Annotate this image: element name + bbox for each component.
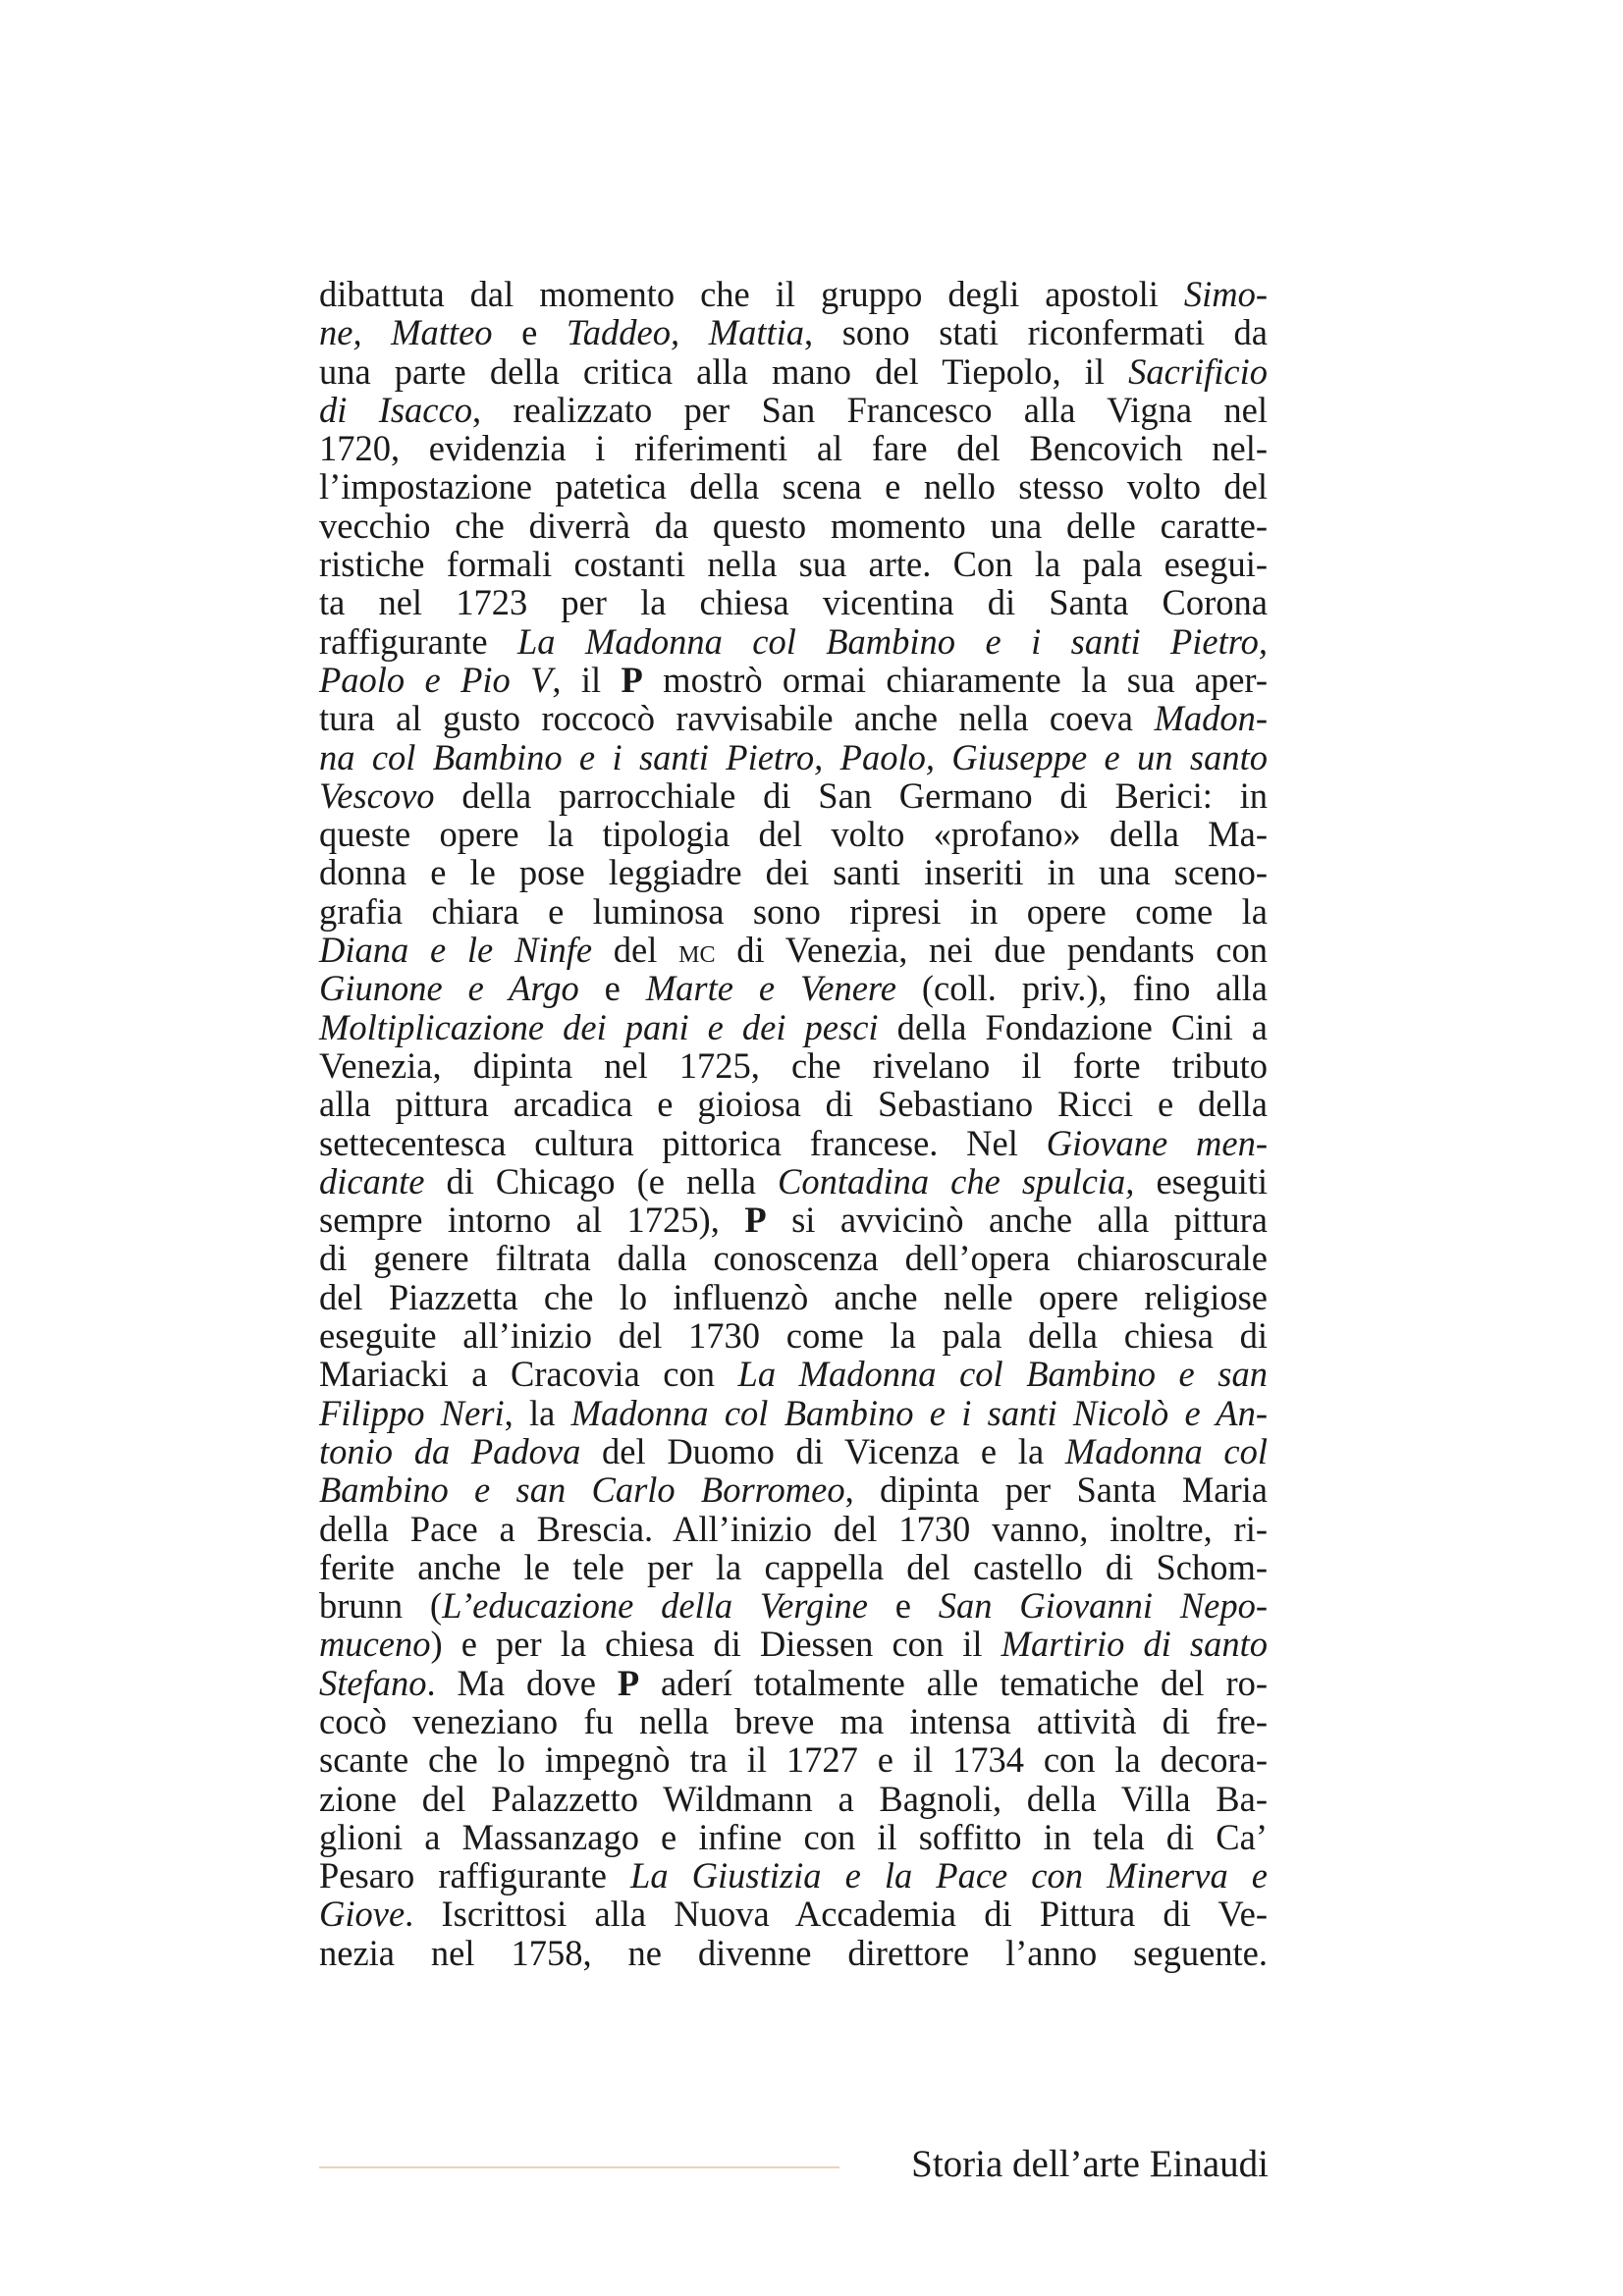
- text-run: dibattuta dal momento che il gruppo degli apostoli: [319, 274, 1184, 314]
- text-line: [319, 1548, 1268, 1586]
- text-line: [319, 1586, 1268, 1625]
- text-line: [319, 1510, 1268, 1548]
- text-run: , il: [552, 659, 622, 700]
- text-line: [319, 969, 1268, 1007]
- text-run: Madonna col Bambino e i santi Nicolò e An-: [570, 1392, 1269, 1433]
- text-line: [319, 1085, 1268, 1123]
- text-line: [319, 1856, 1268, 1895]
- text-run: na col Bambino e i santi Pietro, Paolo, Giuseppe e un santo: [319, 736, 1268, 777]
- text-run: La Madonna col Bambino e i santi Pietro,: [517, 620, 1269, 662]
- text-run: , la: [504, 1392, 571, 1433]
- text-run: Bambino e san Carlo Borromeo: [319, 1469, 845, 1511]
- text-run: della Fondazione Cini a: [878, 1006, 1268, 1047]
- text-run: tonio da Padova: [319, 1430, 581, 1471]
- text-line: [319, 853, 1268, 891]
- text-run: del Piazzetta che lo influenzò anche nelle opere religiose: [319, 1276, 1268, 1317]
- text-line: [319, 1625, 1268, 1663]
- text-line: [319, 1702, 1268, 1740]
- text-run: Giunone e Argo: [319, 968, 579, 1009]
- text-run: ristiche formali costanti nella sua arte. Con la pala esegui-: [319, 544, 1268, 585]
- text-run: di Chicago (e nella: [424, 1160, 778, 1201]
- text-run: La Madonna col Bambino e san: [737, 1354, 1268, 1395]
- text-run: eseguiti: [1134, 1160, 1268, 1201]
- text-line: [319, 622, 1268, 661]
- text-line: [319, 1394, 1268, 1432]
- text-run: nezia nel 1758, ne divenne direttore l’anno seguente.: [319, 1932, 1268, 1973]
- text-run: grafia chiara e luminosa sono ripresi in opere come la: [319, 890, 1268, 932]
- text-run: sempre intorno al 1725),: [319, 1200, 745, 1241]
- text-line: [319, 1470, 1268, 1509]
- text-run: , dipinta per Santa Maria: [844, 1469, 1268, 1511]
- text-run: (coll. priv.), fino alla: [895, 968, 1268, 1009]
- text-run: Diana e le Ninfe: [319, 930, 593, 971]
- text-run: della parrocchiale di San Germano di Berici: in: [434, 774, 1268, 816]
- footer-rule: [319, 2166, 839, 2168]
- text-run: del Duomo di Vicenza e la: [580, 1430, 1065, 1471]
- text-run: Madonna col: [1064, 1430, 1268, 1471]
- text-run: dicante: [319, 1160, 425, 1201]
- text-line: [319, 429, 1268, 467]
- text-run: cocò veneziano fu nella breve ma intensa attività di fre-: [319, 1700, 1268, 1741]
- text-run: e: [578, 968, 646, 1009]
- text-run: Sacrificio: [1128, 350, 1268, 392]
- text-run: e: [492, 312, 567, 353]
- text-run: ferite anche le tele per la cappella del castello di Schom-: [319, 1546, 1268, 1587]
- text-run: zione del Palazzetto Wildmann a Bagnoli, della Villa Ba-: [319, 1778, 1268, 1819]
- text-line: [319, 1008, 1268, 1046]
- text-run: San Giovanni Nepo-: [938, 1585, 1269, 1627]
- body-text: [319, 275, 1268, 1972]
- text-run: eseguite all’inizio del 1730 come la pala della chiesa di: [319, 1315, 1268, 1357]
- text-run: Stefano: [319, 1662, 427, 1703]
- text-run: P: [617, 1662, 640, 1703]
- text-line: [319, 275, 1268, 313]
- text-run: L’educazione della Vergine: [442, 1585, 868, 1627]
- text-run: scante che lo impegnò tra il 1727 e il 1734 con la decora-: [319, 1739, 1268, 1781]
- text-run: ne, Matteo: [319, 312, 493, 353]
- text-run: P: [621, 659, 643, 700]
- text-run: si avvicinò anche alla pittura: [766, 1200, 1268, 1241]
- text-run: Paolo e Pio V: [319, 659, 553, 700]
- text-run: Giovane men-: [1046, 1122, 1268, 1163]
- text-line: [319, 815, 1268, 853]
- text-line: [319, 467, 1268, 506]
- text-line: [319, 1316, 1268, 1355]
- text-run: muceno: [319, 1624, 431, 1665]
- text-line: [319, 1355, 1268, 1393]
- text-run: tura al gusto roccocò ravvisabile anche nella coeva: [319, 698, 1155, 739]
- text-run: mostrò ormai chiaramente la sua aper-: [642, 659, 1268, 700]
- text-line: [319, 1740, 1268, 1779]
- text-run: di Venezia, nei due pendants con: [715, 930, 1268, 971]
- text-line: [319, 1124, 1268, 1162]
- text-line: [319, 1239, 1268, 1277]
- text-line: [319, 313, 1268, 351]
- text-run: . Ma dove: [426, 1662, 618, 1703]
- text-line: [319, 1780, 1268, 1818]
- text-run: alla pittura arcadica e gioiosa di Sebastiano Ricci e della: [319, 1084, 1268, 1125]
- text-run: Venezia, dipinta nel 1725, che rivelano il forte tributo: [319, 1044, 1268, 1086]
- text-run: raffigurante: [319, 620, 517, 662]
- text-run: La Giustizia e la Pace con Minerva e: [630, 1855, 1268, 1896]
- text-run: Moltiplicazione dei pani e dei pesci: [319, 1006, 879, 1047]
- text-line: [319, 738, 1268, 776]
- text-line: [319, 661, 1268, 699]
- text-run: ) e per la chiesa di Diessen con il: [430, 1624, 1001, 1665]
- text-run: aderí totalmente alle tematiche del ro-: [639, 1662, 1268, 1703]
- text-run: , sono stati riconfermati da: [804, 312, 1269, 353]
- text-line: [319, 776, 1268, 815]
- text-line: [319, 1046, 1268, 1085]
- text-run: queste opere la tipologia del volto «profano» della Ma-: [319, 814, 1268, 855]
- text-run: Martirio di santo: [1001, 1624, 1268, 1665]
- text-line: [319, 1432, 1268, 1470]
- text-run: glioni a Massanzago e infine con il soffitto in tela di Ca’: [319, 1816, 1268, 1857]
- text-run: Simo-: [1183, 274, 1268, 314]
- text-line: [319, 1201, 1268, 1239]
- text-run: mc: [678, 934, 716, 971]
- text-run: , realizzato per San Francesco alla Vigna nel: [471, 389, 1268, 430]
- text-line: [319, 1895, 1268, 1933]
- text-line: [319, 1818, 1268, 1856]
- text-run: Madon-: [1154, 698, 1268, 739]
- text-line: [319, 391, 1268, 429]
- text-line: [319, 1934, 1268, 1972]
- text-run: Marte e Venere: [645, 968, 896, 1009]
- text-run: l’impostazione patetica della scena e nello stesso volto del: [319, 466, 1268, 507]
- text-run: di Isacco: [319, 389, 472, 430]
- text-line: [319, 545, 1268, 583]
- text-line: [319, 931, 1268, 969]
- text-run: e: [868, 1585, 939, 1627]
- text-run: Taddeo, Mattia: [566, 312, 805, 353]
- text-run: Filippo Neri: [319, 1392, 505, 1433]
- text-run: settecentesca cultura pittorica francese. Nel: [319, 1122, 1047, 1163]
- text-run: di genere filtrata dalla conoscenza dell’opera chiaroscurale: [319, 1238, 1268, 1279]
- text-run: P: [744, 1200, 767, 1241]
- text-run: brunn (: [319, 1585, 443, 1627]
- text-run: una parte della critica alla mano del Tiepolo, il: [319, 350, 1129, 392]
- text-run: della Pace a Brescia. All’inizio del 1730 vanno, inoltre, ri-: [319, 1508, 1268, 1549]
- text-line: [319, 583, 1268, 621]
- text-run: 1720, evidenzia i riferimenti al fare del Bencovich nel-: [319, 428, 1268, 469]
- text-line: [319, 1278, 1268, 1316]
- text-line: [319, 352, 1268, 391]
- text-run: . Iscrittosi alla Nuova Accademia di Pittura di Ve-: [405, 1894, 1268, 1935]
- text-run: del: [592, 930, 679, 971]
- text-run: Giove: [319, 1894, 406, 1935]
- text-line: [319, 1162, 1268, 1201]
- text-run: Pesaro raffigurante: [319, 1855, 631, 1896]
- footer-title: Storia dell’arte Einaudi: [911, 2143, 1269, 2185]
- text-line: [319, 1664, 1268, 1702]
- text-line: [319, 892, 1268, 931]
- text-line: [319, 699, 1268, 737]
- text-run: Contadina che spulcia,: [777, 1160, 1135, 1201]
- text-run: Vescovo: [319, 774, 435, 816]
- text-run: donna e le pose leggiadre dei santi inseriti in una sceno-: [319, 852, 1268, 893]
- text-run: vecchio che diverrà da questo momento una delle caratte-: [319, 505, 1268, 546]
- text-line: [319, 507, 1268, 545]
- text-run: Mariacki a Cracovia con: [319, 1354, 738, 1395]
- text-run: ta nel 1723 per la chiesa vicentina di Santa Corona: [319, 582, 1268, 623]
